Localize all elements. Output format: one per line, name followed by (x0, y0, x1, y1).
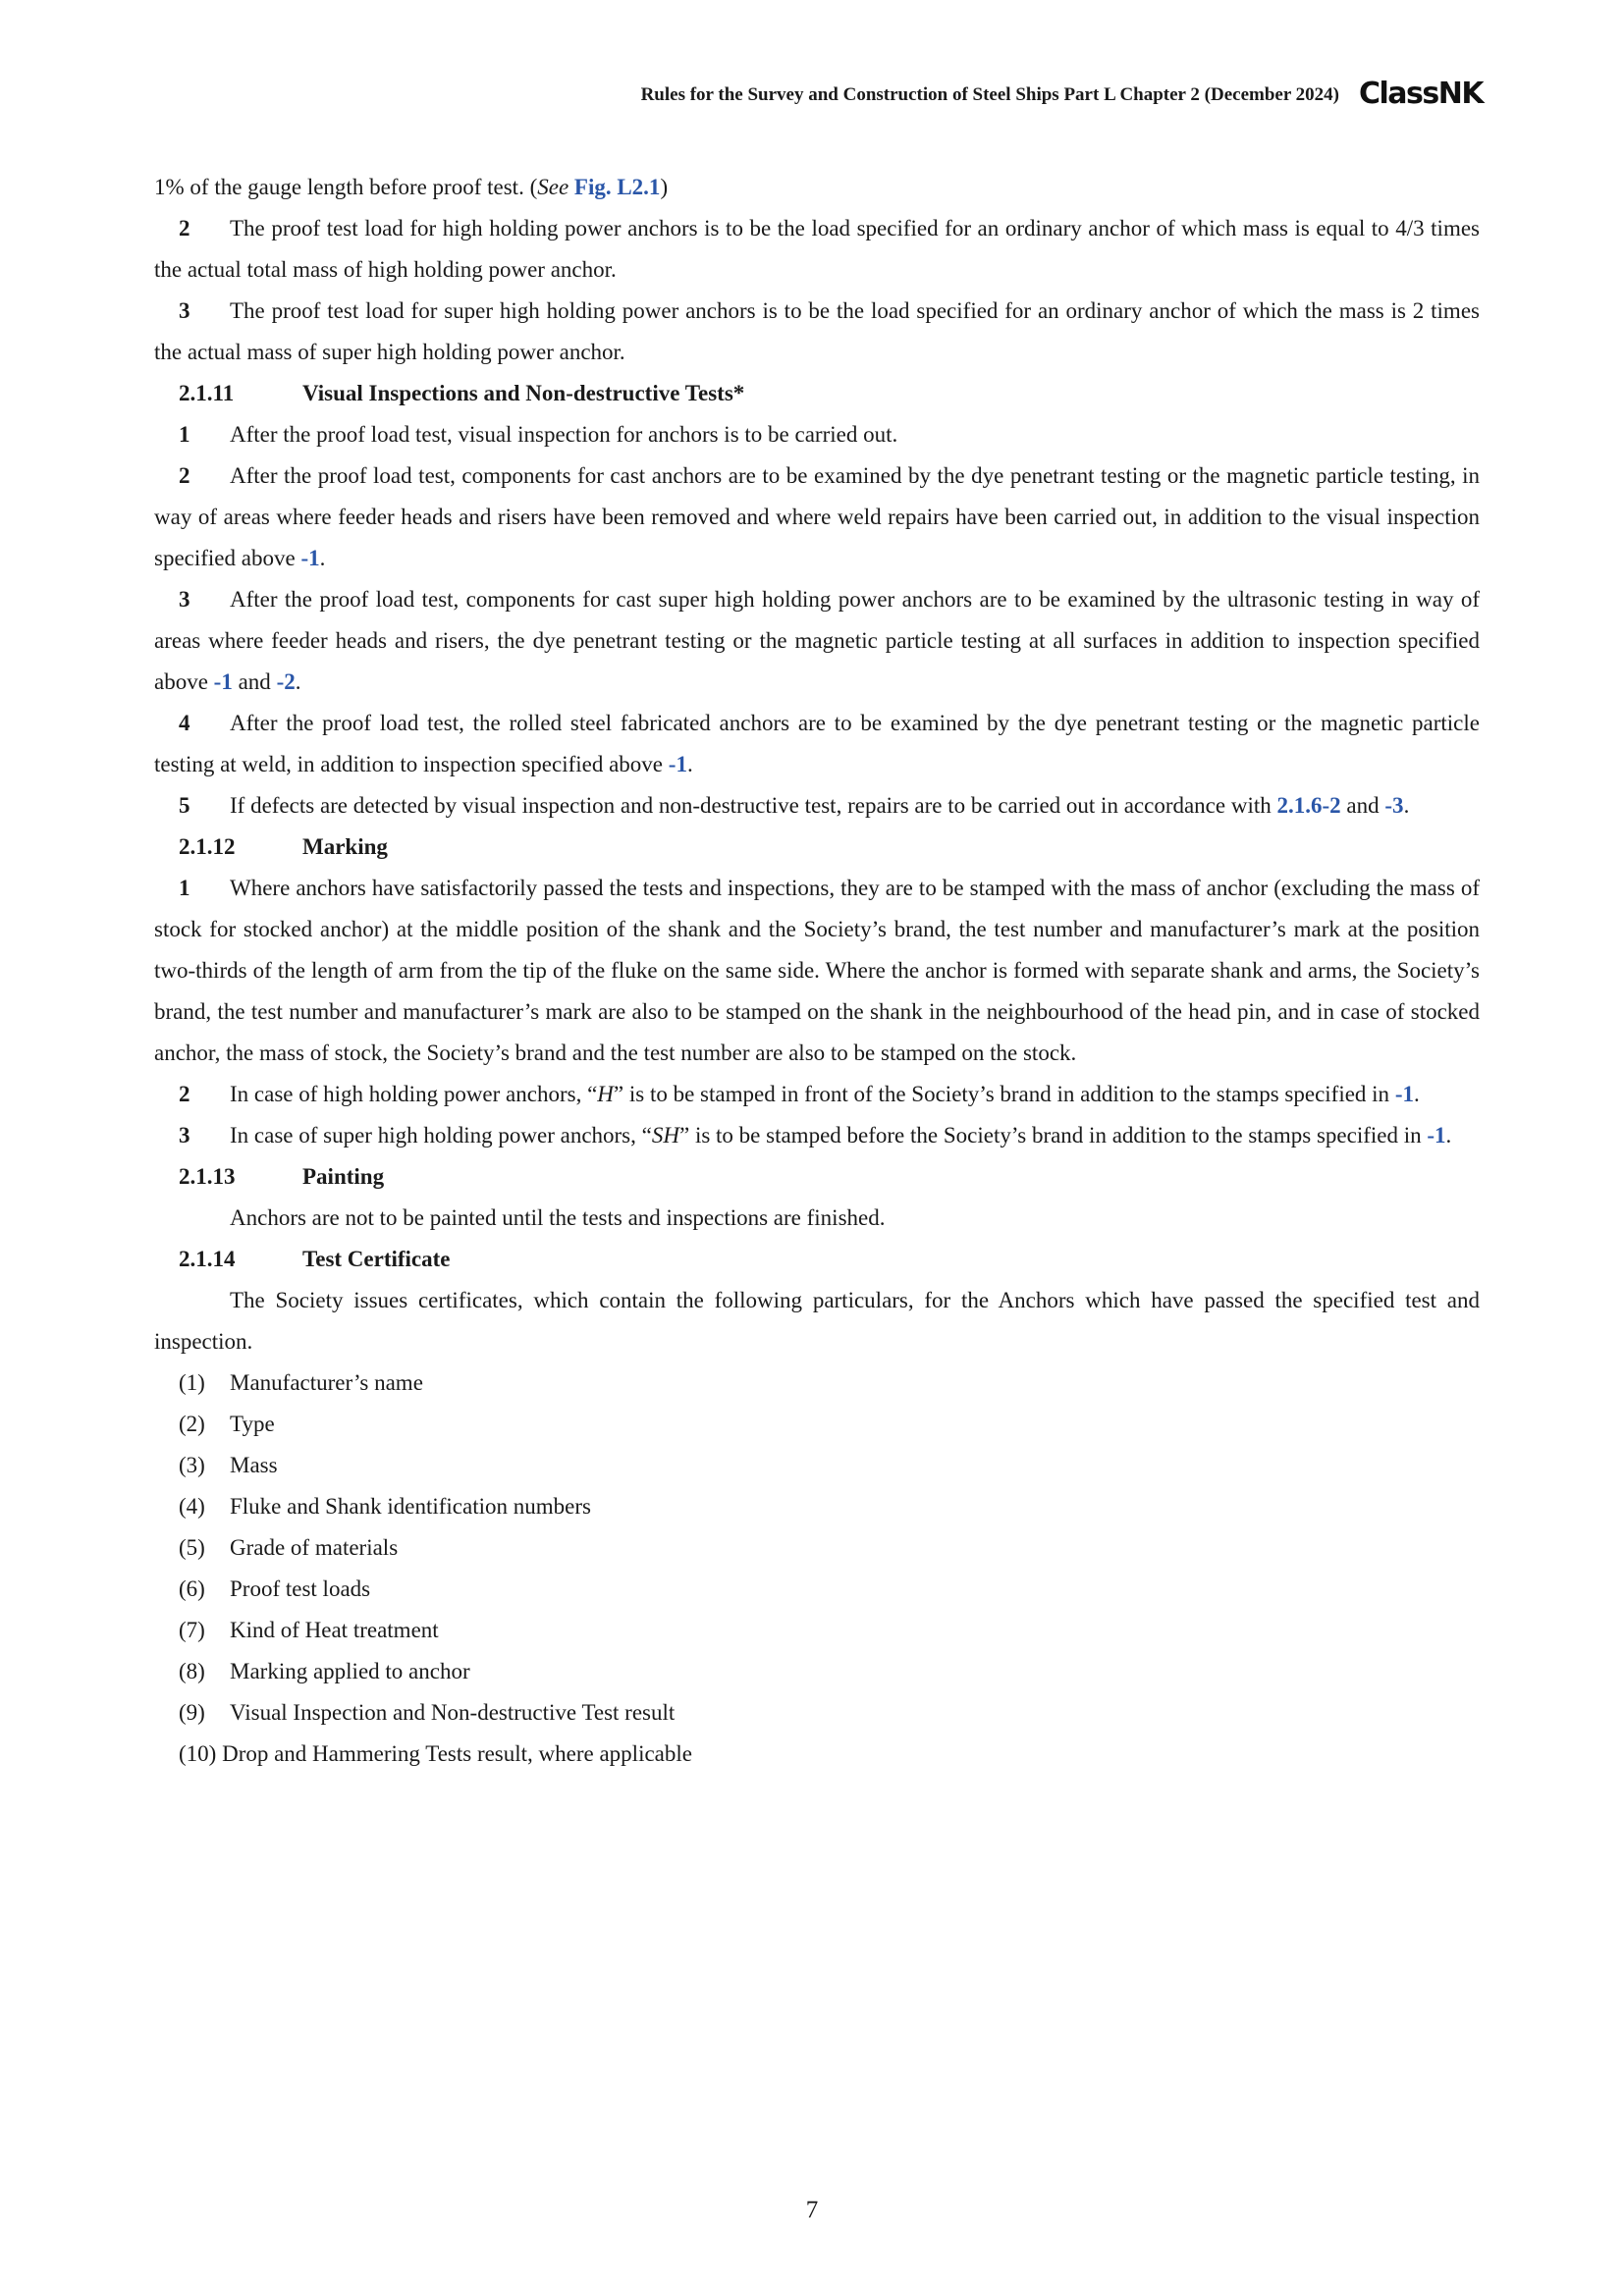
section-2-1-11-heading: 2.1.11 Visual Inspections and Non-destructive Tests* (179, 381, 745, 405)
paragraph-continuation: 1% of the gauge length before proof test. (See Fig. L2.1) (154, 175, 669, 199)
ref-link[interactable]: -1 (300, 546, 320, 570)
classnk-logo: ClassNK (1359, 77, 1484, 111)
list-item: (2) Type (179, 1412, 275, 1436)
list-item: (8) Marking applied to anchor (179, 1659, 470, 1683)
list-item: (1) Manufacturer’s name (179, 1370, 423, 1395)
ref-link[interactable]: -1 (1394, 1082, 1414, 1106)
page-header (0, 77, 1624, 116)
visual-para-1: 1 After the proof load test, visual inspection for anchors is to be carried out. (179, 422, 898, 447)
marking-para-2: 2 In case of high holding power anchors, “H” is to be stamped in front of the Society’s brand in addition to the stamps specified in -1. (179, 1082, 1420, 1106)
certificate-particulars-list (154, 1362, 1480, 1775)
list-item: (5) Grade of materials (179, 1535, 399, 1560)
visual-para-3: 3 After the proof load test, components for cast super high holding power anchors are to be examined by the ultrasonic testing in way of areas where feeder heads and risers, the dye penetrant testing or the magnetic particle testing at all surfaces in addition to inspection specified above -1 and -2. (154, 587, 1480, 694)
certificate-para: The Society issues certificates, which contain the following particulars, for the Anchors which have passed the specified test and inspection. (154, 1288, 1480, 1354)
visual-para-5: 5 If defects are detected by visual inspection and non-destructive test, repairs are to be carried out in accordance with 2.1.6-2 and -3. (179, 793, 1410, 818)
ref-link[interactable]: -1 (213, 669, 233, 694)
list-item: (7) Kind of Heat treatment (179, 1618, 439, 1642)
proof-load-para-3: 3 The proof test load for super high holding power anchors is to be the load specified for an ordinary anchor of which the mass is 2 times the actual mass of super high holding power anchor. (154, 298, 1480, 364)
marking-para-3: 3 In case of super high holding power anchors, “SH” is to be stamped before the Society’s brand in addition to the stamps specified in -1. (179, 1123, 1452, 1148)
list-item: (3) Mass (179, 1453, 278, 1477)
ref-link[interactable]: -3 (1384, 793, 1404, 818)
proof-load-para-2: 2 The proof test load for high holding power anchors is to be the load specified for an ordinary anchor of which mass is equal to 4/3 times the actual total mass of high holding power anchor. (154, 216, 1480, 282)
fig-l2-1-link[interactable]: Fig. L2.1 (573, 175, 661, 199)
ref-link[interactable]: -1 (668, 752, 687, 776)
ref-link[interactable]: -2 (276, 669, 296, 694)
visual-para-4: 4 After the proof load test, the rolled steel fabricated anchors are to be examined by the dye penetrant testing or the magnetic particle testing at weld, in addition to inspection specified above -1. (154, 711, 1480, 776)
list-item: (10) Drop and Hammering Tests result, where applicable (179, 1741, 692, 1766)
section-2-1-13-heading: 2.1.13 Painting (179, 1164, 385, 1189)
list-item: (4) Fluke and Shank identification numbers (179, 1494, 591, 1519)
ref-link[interactable]: -1 (1427, 1123, 1446, 1148)
marking-para-1: 1 Where anchors have satisfactorily passed the tests and inspections, they are to be stamped with the mass of anchor (excluding the mass of stock for stocked anchor) at the middle position of the shank and the Society’s brand, the test number and manufacturer’s mark at the position two-thirds of the length of arm from the tip of the fluke on the same side. Where the anchor is formed with separate shank and arms, the Society’s brand, the test number and manufacturer’s mark are also to be stamped on the shank in the neighbourhood of the head pin, and in case of stocked anchor, the mass of stock, the Society’s brand and the test number are also to be stamped on the stock. (154, 876, 1480, 1065)
list-item: (9) Visual Inspection and Non-destructive Test result (179, 1700, 676, 1725)
ref-link[interactable]: 2.1.6-2 (1276, 793, 1341, 818)
page-number: 7 (805, 2197, 819, 2223)
document-body (154, 167, 1480, 1775)
section-2-1-14-heading: 2.1.14 Test Certificate (179, 1247, 451, 1271)
visual-para-2: 2 After the proof load test, components for cast anchors are to be examined by the dye penetrant testing or the magnetic particle testing, in way of areas where feeder heads and risers have been removed and where weld repairs have been carried out, in addition to the visual inspection specified above -1. (154, 463, 1480, 570)
section-2-1-12-heading: 2.1.12 Marking (179, 834, 388, 859)
header-title: Rules for the Survey and Construction of Steel Ships Part L Chapter 2 (December 2024) (640, 84, 1339, 105)
list-item: (6) Proof test loads (179, 1576, 371, 1601)
painting-para: Anchors are not to be painted until the tests and inspections are finished. (230, 1205, 886, 1230)
